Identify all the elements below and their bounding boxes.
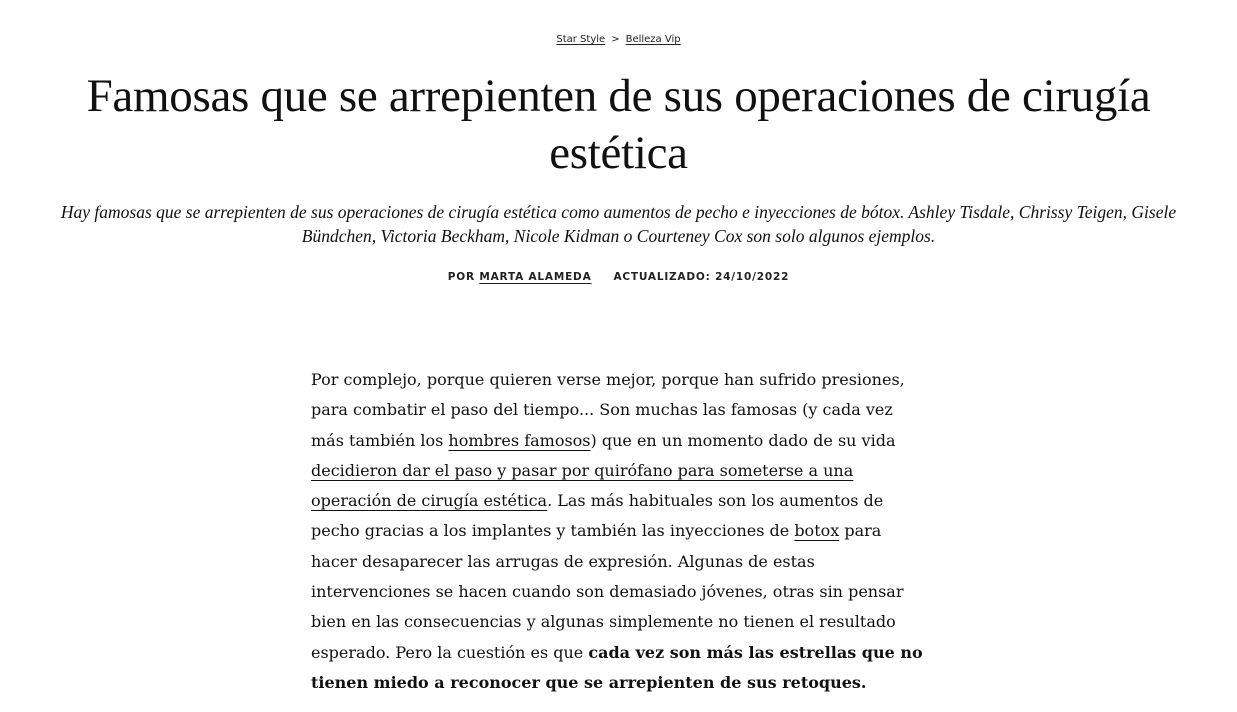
byline-prefix: POR xyxy=(447,271,475,283)
byline xyxy=(0,270,1237,284)
link-cirugia-estetica-part2[interactable]: operación de cirugía estética xyxy=(311,491,548,511)
body-line: Por complejo, porque quieren verse mejor, porque han sufrido presiones, xyxy=(311,370,905,389)
body-line xyxy=(311,668,923,698)
breadcrumb-link-belleza-vip[interactable]: Belleza Vip xyxy=(625,34,681,45)
body-line: hacer desaparecer las arrugas de expresión. Algunas de estas xyxy=(311,551,815,571)
body-line: más también los hombres famosos) que en un momento dado de su vida xyxy=(311,430,896,450)
link-botox[interactable]: botox xyxy=(794,521,840,541)
body-line: para combatir el paso del tiempo... Son muchas las famosas (y cada vez xyxy=(311,400,893,420)
body-line: pecho gracias a los implantes y también las inyecciones de botox para xyxy=(311,521,882,541)
article-body xyxy=(311,365,923,698)
body-line: esperado. Pero la cuestión es que cada vez son más las estrellas que no xyxy=(311,642,923,662)
body-line: operación de cirugía estética. Las más habituales son los aumentos de xyxy=(311,491,884,511)
body-line: bien en las consecuencias y algunas simplemente no tienen el resultado xyxy=(311,612,896,632)
breadcrumb xyxy=(0,33,1237,47)
body-line xyxy=(311,456,923,486)
link-hombres-famosos[interactable]: hombres famosos xyxy=(448,430,591,450)
updated-date: 24/10/2022 xyxy=(715,271,790,283)
updated-label: ACTUALIZADO: xyxy=(613,271,711,283)
bold-highlight: tienen miedo a reconocer que se arrepienten de sus retoques. xyxy=(311,672,867,692)
link-cirugia-estetica-part1[interactable]: decidieron dar el paso y pasar por quirófano para someterse a una xyxy=(311,460,854,480)
body-line: intervenciones se hacen cuando son demasiado jóvenes, otras sin pensar xyxy=(311,582,904,602)
author-link[interactable]: MARTA ALAMEDA xyxy=(479,271,592,283)
breadcrumb-link-star-style[interactable]: Star Style xyxy=(556,34,606,45)
article-title: Famosas que se arrepienten de sus operaciones de cirugía estética xyxy=(86,70,1151,179)
breadcrumb-separator: > xyxy=(611,34,620,45)
bold-highlight: cada vez son más las estrellas que no xyxy=(588,642,923,662)
article-subtitle: Hay famosas que se arrepienten de sus operaciones de cirugía estética como aumentos de pecho e inyecciones de bótox. Ashley Tisdale, Chrissy Teigen, Gisele Bündchen, Victoria Beckham, Nicole Kidman o Courteney Cox son solo algunos ejemplos. xyxy=(60,202,1177,246)
